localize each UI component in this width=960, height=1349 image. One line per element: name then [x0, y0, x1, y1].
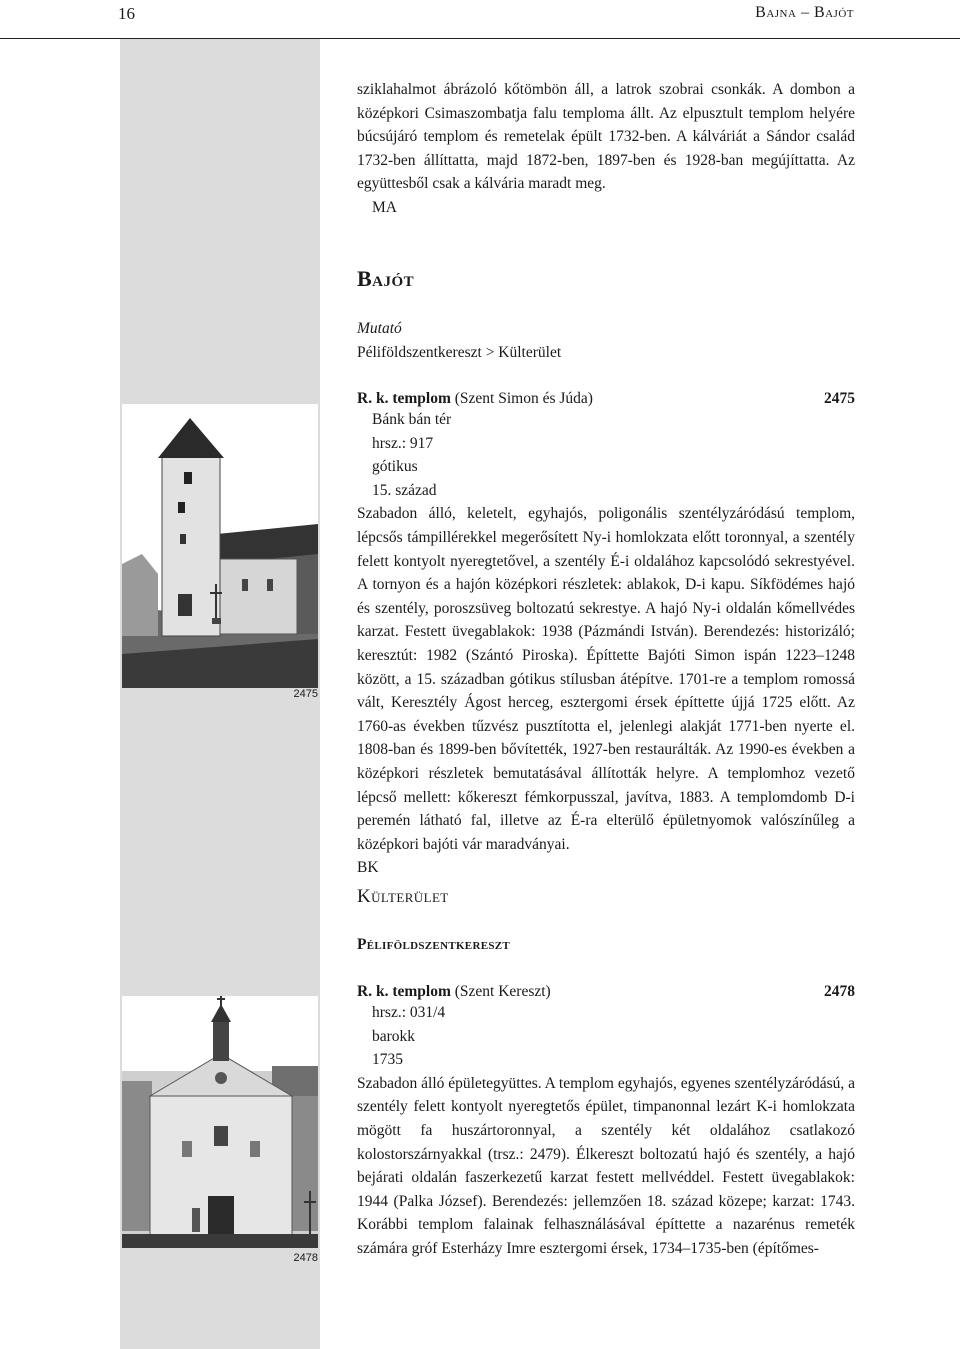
entry-2475-title: R. k. templom (Szent Simon és Júda): [357, 390, 593, 407]
photo-label-2475: 2475: [293, 688, 318, 700]
entry-2475-century: 15. század: [372, 481, 437, 499]
entry-2475-number: 2475: [824, 390, 855, 407]
entry-2478-number: 2478: [824, 983, 855, 1000]
entry-2475-author: BK: [357, 859, 379, 877]
mutato-label: Mutató: [357, 320, 402, 337]
subsection-title: Péliföldszentkereszt: [357, 936, 511, 953]
section-title: Külterület: [357, 886, 449, 907]
intro-block: [357, 78, 855, 220]
entry-2475-description: Szabadon álló, keletelt, egyhajós, poligonális szentélyzáródású templom, lépcsős támpillérekkel megerősített Ny-i homlokzata előtt toronnyal, a szentély felett kontyolt nyeregtetővel, a szentély É-i oldalához kapcsolódó sekrestyével. A tornyon és a hajón középkori részletek: ablakok, D-i kapu. Síkfödémes hajó és szentély, poroszsüveg boltozatú sekrestye. A hajó Ny-i oldalán kőmellvédes karzat. Festett üvegablakok: 1938 (Pázmándi István). Berendezés: historizáló; keresztút: 1982 (Szántó Piroska). Építtette Bajóti Simon ispán 1223–1248 között, a 15. században gótikus stílusban átépítve. 1701-re a templom romossá vált, Keresztély Ágost herceg, esztergomi érsek építtette újjá 1725 előtt. Az 1760-as években tűzvész pusztította el, jelenlegi alakját 1771-ben nyerte el. 1808-ban és 1899-ben bővítették, 1927-ben restaurálták. Az 1990-es években a középkori részletek bemutatásával állították helyre. A templomhoz vezető lépcső mellett: kőkereszt fémkorpusszal, javítva, 1883. A templomdomb D-i peremén látható fal, illetve az É-ra elterülő épületnyomok valószínűleg a középkori bajóti vár maradványai.: [357, 505, 855, 853]
entry-2475-style: gótikus: [372, 458, 418, 476]
entry-2478-hrsz: hrsz.: 031/4: [372, 1004, 446, 1021]
entry-2478-style: barokk: [372, 1027, 416, 1045]
page-number: 16: [118, 4, 135, 23]
intro-paragraph: sziklahalmot ábrázoló kőtömbön áll, a latrok szobrai csonkák. A dombon a középkori Csimaszombatja falu temploma állt. Az elpusztult templom helyére búcsújáró templom és remetelak épült 1732-ben. A kálváriát a Sándor család 1732-ben állíttatta, majd 1872-ben, 1897-ben és 1928-ban megújíttatta. Az együttesből csak a kálvária maradt meg.: [357, 81, 855, 193]
entry-2478-year: 1735: [372, 1051, 403, 1069]
photo-label-2478: 2478: [293, 1252, 318, 1264]
entry-2475-header: [357, 390, 855, 408]
mutato-line: Péliföldszentkereszt > Külterület: [357, 344, 562, 361]
entry-2478-header: [357, 983, 855, 1001]
church-photo-2475: [122, 404, 318, 688]
entry-2475: [357, 390, 855, 880]
entry-2478-description: Szabadon álló épületegyüttes. A templom egyhajós, egyenes szentélyzáródású, a szentély felett kontyolt nyeregtetős épület, timpanonnal lezárt K-i homlokzata mögött fa huszártoronnyal, a szentély két oldalához csatlakozó kolostorszárnyakkal (trsz.: 2479). Élkereszt boltozatú hajó és szentély, a hajó bejárati oldalán faszerkezetű karzat festett mellvéddel. Festett üvegablakok: 1944 (Palka József). Berendezés: jellemzően 18. század közepe; karzat: 1743. Korábbi templom falainak felhasználásával építtette a nazarénus remeték számára gróf Esterházy Imre esztergomi érsek, 1734–1735-ben (építőmes-: [357, 1074, 856, 1257]
town-title: Bajót: [357, 266, 415, 291]
running-head: Bajna – Bajót: [755, 4, 854, 21]
entry-2478: [357, 983, 855, 1261]
intro-author: MA: [372, 198, 397, 216]
entry-2475-hrsz: hrsz.: 917: [372, 434, 434, 452]
church-photo-2478: [122, 996, 318, 1248]
entry-2478-title: R. k. templom (Szent Kereszt): [357, 983, 551, 1000]
entry-2475-address: Bánk bán tér: [372, 411, 452, 428]
